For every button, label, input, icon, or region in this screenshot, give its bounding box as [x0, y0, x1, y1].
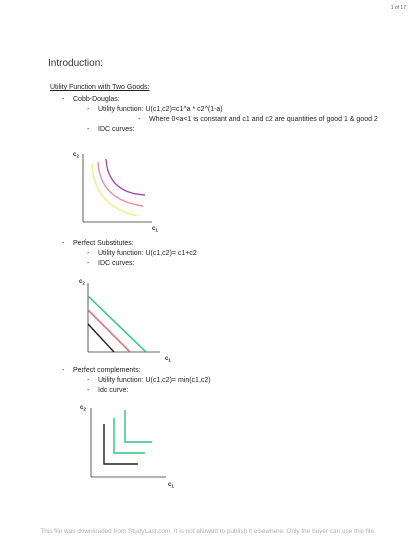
y-axis-label: $c_2$: [80, 405, 86, 412]
perfect-complements-utility: Utility function: U(c1,c2)= min(c1,c2): [98, 377, 211, 384]
x-axis-label: $c_1$: [152, 226, 158, 233]
download-notice: This file was downloaded from StudyLast.com. It is not allowed to publish it elsewhere. Only the buyer can use this file.: [40, 528, 376, 535]
bullet-marker: -: [62, 96, 65, 103]
indifference-corner-green: [114, 418, 145, 453]
y-axis-label: $c_2$: [79, 279, 85, 286]
perfect-substitutes-utility: Utility function: U(c1,c2)= c1+c2: [98, 250, 197, 257]
indifference-corner-black: [104, 424, 138, 464]
bullet-marker: -: [87, 260, 90, 267]
bullet-marker: -: [87, 106, 90, 113]
perfect-substitutes-label: Perfect Substitutes:: [73, 240, 134, 247]
perfect-complements-label: Perfect complements:: [73, 367, 141, 374]
cobb-douglas-where: Where 0<a<1 is constant and c1 and c2 are quantities of good 1 & good 2: [149, 116, 378, 123]
y-axis-label: $c_2$: [73, 152, 79, 159]
bullet-marker: -: [87, 377, 90, 384]
bullet-marker: -: [87, 387, 90, 394]
bullet-marker: -: [87, 250, 90, 257]
section-heading: Utility Function with Two Goods:: [50, 84, 150, 91]
page-number: 1 of 17: [390, 5, 406, 11]
cobb-douglas-utility: Utility function: U(c1,c2)=c1^a * c2^(1-a): [98, 106, 223, 113]
bullet-marker: -: [138, 116, 141, 123]
x-axis-label: $c_1$: [168, 482, 174, 489]
page-title: Introduction:: [48, 58, 104, 69]
x-axis-label: $c_1$: [165, 356, 171, 363]
bullet-marker: -: [62, 240, 65, 247]
indifference-corner-green: [125, 410, 152, 442]
bullet-marker: -: [62, 367, 65, 374]
cobb-douglas-label: Cobb-Douglas:: [73, 96, 120, 103]
perfect-complements-curves-label: Idc curve:: [98, 387, 129, 394]
cobb-douglas-curves-label: IDC curves:: [98, 126, 135, 133]
bullet-marker: -: [87, 126, 90, 133]
perfect-substitutes-curves-label: IDC curves:: [98, 260, 135, 267]
